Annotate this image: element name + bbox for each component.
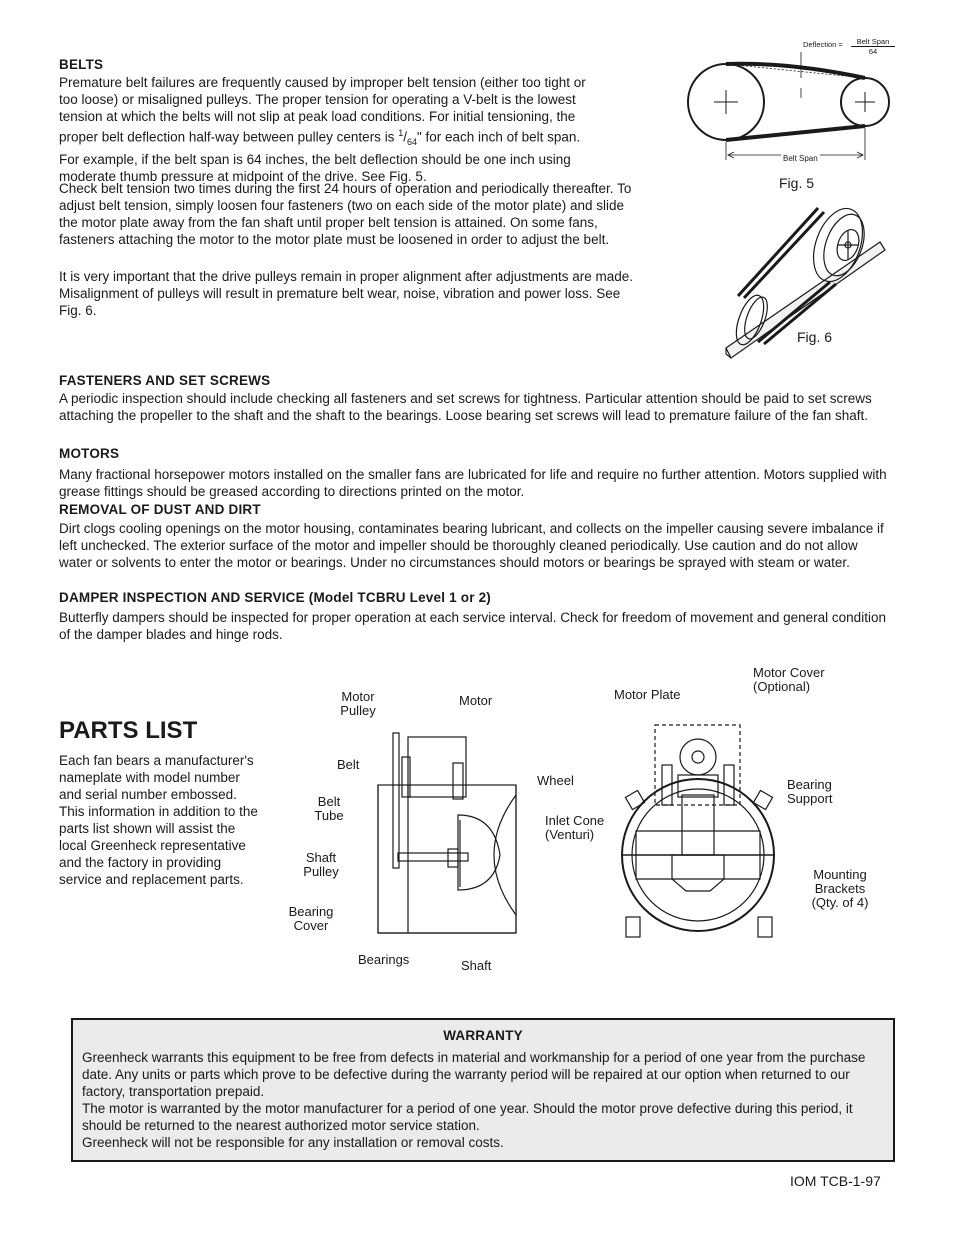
text-segment: " for each inch of belt span. (416, 129, 581, 145)
label-inlet-cone: Inlet Cone (Venturi) (545, 813, 605, 842)
warranty-paragraph-2: The motor is warranted by the motor manufacturer for a period of one year. Should the motor prove defective during this period, it should be returned to the nearest authorized motor service station. (82, 1101, 853, 1133)
text-line: proper belt deflection half-way between pulley centers is $^1/_{64}$" for each inch of belt span. (59, 128, 581, 148)
label-motor-plate: Motor Plate (614, 687, 681, 702)
text-line: too loose) or misaligned pulleys. The proper tension for operating a V-belt is the lowest (59, 92, 576, 107)
text-segment: proper belt deflection half-way between pulley centers is (59, 129, 399, 145)
fig5-belt-span-label: Belt Span (783, 154, 818, 163)
text-line: moderate thumb pressure at midpoint of the drive. See Fig. 5. (59, 169, 427, 185)
belts-heading: BELTS (59, 57, 104, 72)
belts-paragraph-3: It is very important that the drive pulleys remain in proper alignment after adjustments are made. Misalignment of pulleys will result in premature belt wear, noise, vibration and power loss. See Fig. 6. (59, 269, 634, 318)
fig6-caption: Fig. 6 (797, 329, 833, 345)
warranty-heading: WARRANTY (443, 1028, 523, 1043)
motors-heading: MOTORS (59, 446, 120, 461)
text-line: For example, if the belt span is 64 inches, the belt deflection should be one inch using (59, 152, 571, 168)
fig5-caption: Fig. 5 (779, 175, 815, 191)
parts-list-paragraph: Each fan bears a manufacturer's nameplate with model number and serial number embossed. This information in addition to the parts list shown will assist the local Greenheck representative and the factory in providing service and replacement parts. (59, 753, 258, 887)
fig5-belt-span-denominator: 64 (868, 47, 878, 56)
fraction-denominator: 64 (406, 137, 417, 148)
label-motor: Motor (459, 693, 493, 708)
text-line: Premature belt failures are frequently caused by improper belt tension (either too tight or (59, 75, 586, 90)
belts-paragraph-1 (59, 74, 649, 185)
label-bearing-support: Bearing Support (787, 777, 833, 806)
label-motor-cover: Motor Cover (Optional) (753, 665, 825, 694)
warranty-paragraph-1: Greenheck warrants this equipment to be free from defects in material and workmanship for a period of one year from the purchase date. Any units or parts which prove to be defective during the warranty period will be repaired at our option when returned to our factory, transportation prepaid. (82, 1050, 866, 1099)
label-shaft-pulley: Shaft Pulley (303, 850, 339, 879)
label-bearing-cover: Bearing Cover (288, 904, 334, 933)
dust-heading: REMOVAL OF DUST AND DIRT (59, 502, 261, 517)
label-motor-pulley: Motor Pulley (340, 689, 376, 718)
label-belt-tube: Belt Tube (314, 794, 344, 823)
label-belt: Belt (337, 757, 360, 772)
warranty-box (71, 1018, 895, 1162)
motors-paragraph: Many fractional horsepower motors installed on the smaller fans are lubricated for life and require no further attention. Motors supplied with grease fittings should be greased according to directions printed on the motor. (59, 467, 887, 499)
fan-front-view-diagram (610, 665, 830, 955)
text-line: tension at which the belts will not slip at peak load conditions. For initial tensioning, the (59, 109, 576, 124)
damper-heading: DAMPER INSPECTION AND SERVICE (Model TCBRU Level 1 or 2) (59, 590, 492, 605)
label-bearings: Bearings (358, 952, 410, 967)
warranty-paragraph-3: Greenheck will not be responsible for any installation or removal costs. (82, 1135, 504, 1150)
document-id: IOM TCB-1-97 (790, 1173, 881, 1189)
label-wheel: Wheel (537, 773, 574, 788)
fraction-numerator: 1 (398, 128, 404, 138)
fasteners-paragraph: A periodic inspection should include checking all fasteners and set screws for tightness. Particular attention should be paid to set screws attaching the propeller to the shaft and the shaft to the bearings. Loose bearing set screws will lead to premature failure of the fan shaft. (59, 391, 872, 423)
label-mounting-brackets: Mounting Brackets (Qty. of 4) (811, 867, 869, 910)
belts-paragraph-2: Check belt tension two times during the first 24 hours of operation and periodically thereafter. To adjust belt tension, simply loosen four fasteners (two on each side of the motor plate) and slide the motor plate away from the fan shaft until proper belt tension is attained. On some fans, fasteners attaching the motor to the motor plate must be loosened in order to adjust the belt. (59, 181, 632, 247)
label-shaft: Shaft (461, 958, 492, 973)
fig5-belt-span-numerator: Belt Span (851, 37, 895, 47)
fasteners-heading: FASTENERS AND SET SCREWS (59, 373, 271, 388)
fig5-deflection-label: Deflection = (803, 40, 843, 49)
parts-list-title: PARTS LIST (59, 717, 198, 744)
damper-paragraph: Butterfly dampers should be inspected for proper operation at each service interval. Check for freedom of movement and general condition of the damper blades and hinge rods. (59, 610, 886, 642)
dust-paragraph: Dirt clogs cooling openings on the motor housing, contaminates bearing lubricant, and collects on the impeller causing severe imbalance if left unchecked. The exterior surface of the motor and impeller should be thoroughly cleaned periodically. Use caution and do not allow water or solvents to enter the motor or bearings. Under no circumstances should motors or bearings be sprayed with steam or water. (59, 521, 884, 570)
